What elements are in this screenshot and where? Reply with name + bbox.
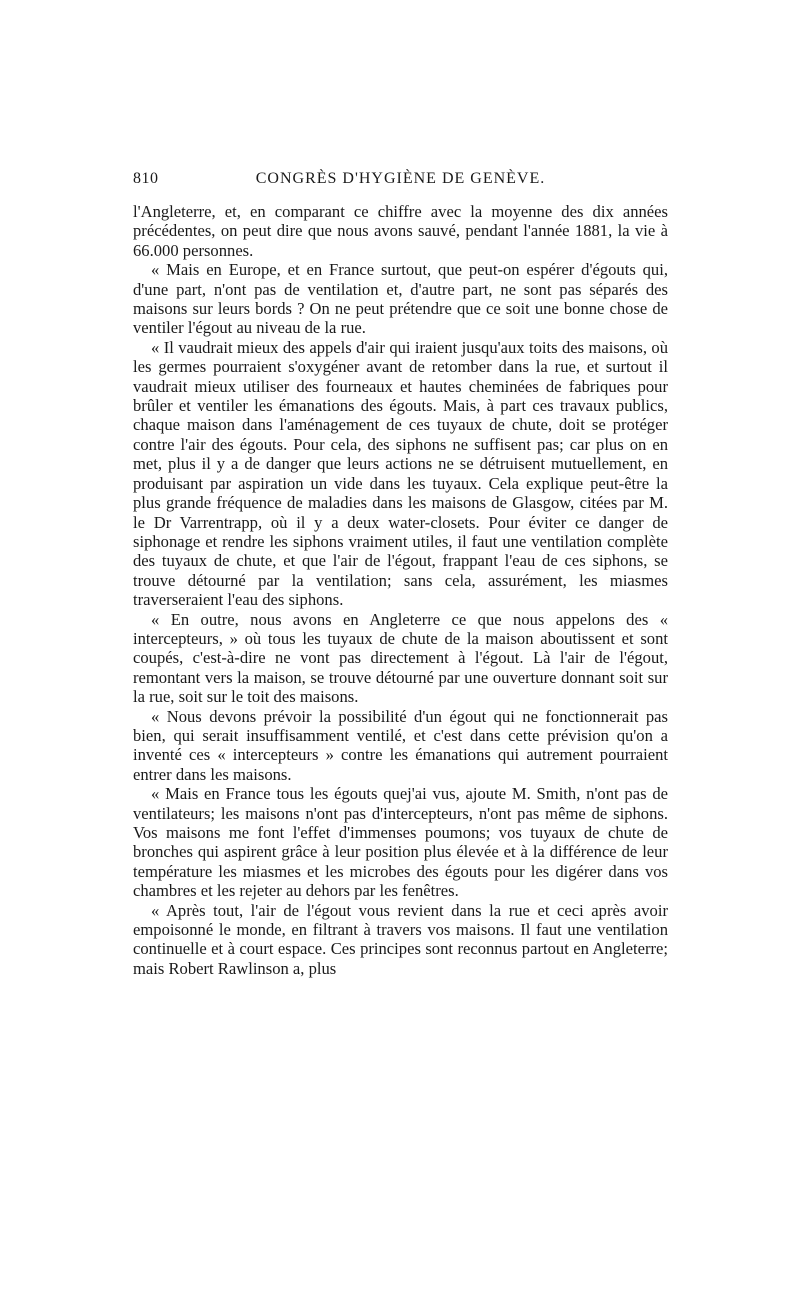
paragraph-3: « Il vaudrait mieux des appels d'air qui iraient jusqu'aux toits des maisons, où les germes pourraient s'oxygéner avant de retomber dans la rue, et surtout il vaudrait mieux utiliser des fourneaux et hautes cheminées de fabriques pour brûler et ventiler les émanations des égouts. Mais, à part ces travaux publics, chaque maison dans l'aménagement de ces tuyaux de chute, doit se protéger contre l'air des égouts. Pour cela, des siphons ne suffisent pas; car plus on en met, plus il y a de danger que leurs actions ne se détruisent mutuellement, en produisant par aspiration un vide dans les tuyaux. Cela explique peut-être la plus grande fréquence de maladies dans les maisons de Glasgow, citées par M. le Dr Varrentrapp, où il y a deux water-closets. Pour éviter ce danger de siphonage et rendre les siphons vraiment utiles, il faut une ventilation complète des tuyaux de chute, et que l'air de l'égout, frappant l'eau de ces siphons, se trouve détourné par la ventilation; sans cela, assurément, les miasmes traverseraient l'eau des siphons. bbox=[133, 337, 668, 610]
page-header bbox=[133, 170, 668, 196]
paragraph-7: « Après tout, l'air de l'égout vous revient dans la rue et ceci après avoir empoisonné le monde, en filtrant à travers vos maisons. Il faut une ventilation continuelle et à court espace. Ces principes sont reconnus partout en Angleterre; mais Robert Rawlinson a, plus bbox=[133, 900, 668, 978]
book-page bbox=[133, 170, 668, 978]
page-number: 810 bbox=[133, 170, 159, 187]
paragraph-5: « Nous devons prévoir la possibilité d'un égout qui ne fonctionnerait pas bien, qui serait insuffisamment ventilé, et c'est dans cette prévision qu'on a inventé ces « intercepteurs » contre les émanations qui autrement pourraient entrer dans les maisons. bbox=[133, 706, 668, 784]
running-title: CONGRÈS D'HYGIÈNE DE GENÈVE. bbox=[255, 170, 546, 187]
paragraph-4: « En outre, nous avons en Angleterre ce que nous appelons des « intercepteurs, » où tous les tuyaux de chute de la maison aboutissent et sont coupés, c'est-à-dire ne vont pas directement à l'égout. Là l'air de l'égout, remontant vers la maison, se trouve détourné par une ouverture donnant soit sur la rue, soit sur le toit des maisons. bbox=[133, 609, 668, 707]
body-text bbox=[133, 202, 668, 978]
paragraph-1: l'Angleterre, et, en comparant ce chiffre avec la moyenne des dix années précédentes, on peut dire que nous avons sauvé, pendant l'année 1881, la vie à 66.000 personnes. bbox=[133, 202, 668, 260]
paragraph-6: « Mais en France tous les égouts quej'ai vus, ajoute M. Smith, n'ont pas de ventilateurs; les maisons n'ont pas d'intercepteurs, n'ont pas même de siphons. Vos maisons me font l'effet d'immenses poumons; vos tuyaux de chute de bronches qui aspirent grâce à leur position plus élevée et à la différence de leur température les miasmes et les microbes des égouts pour les digérer dans vos chambres et les rejeter au dehors par les fenêtres. bbox=[133, 784, 668, 901]
paragraph-2: « Mais en Europe, et en France surtout, que peut-on espérer d'égouts qui, d'une part, n'ont pas de ventilation et, d'autre part, ne sont pas séparés des maisons sur leurs bords ? On ne peut prétendre que ce soit une bonne chose de ventiler l'égout au niveau de la rue. bbox=[133, 260, 668, 338]
